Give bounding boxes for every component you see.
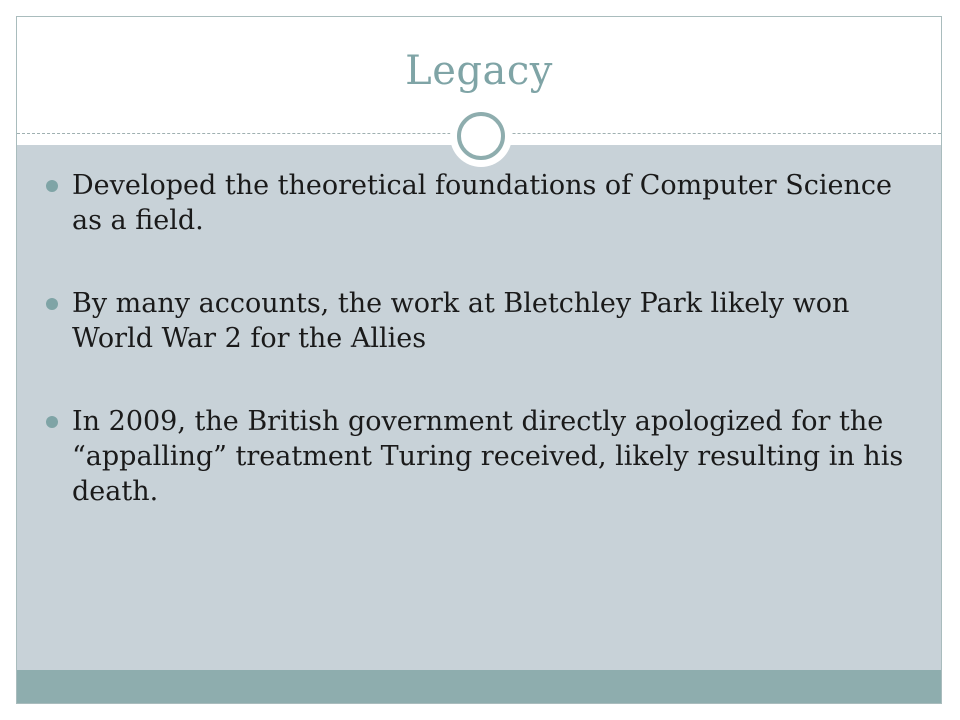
footer-band (17, 670, 941, 703)
ring-icon (450, 105, 512, 167)
bullet-list (40, 168, 910, 557)
bullet-dot-icon (46, 298, 58, 310)
bullet-text: Developed the theoretical foundations of Computer Science as a field. (72, 170, 892, 236)
bullet-item (40, 286, 910, 356)
bullet-item (40, 404, 910, 509)
slide-title: Legacy (405, 48, 553, 94)
bullet-dot-icon (46, 180, 58, 192)
ring-inner (457, 112, 505, 160)
bullet-dot-icon (46, 416, 58, 428)
bullet-item (40, 168, 910, 238)
bullet-text: In 2009, the British government directly apologized for the “appalling” treatment Turing received, likely resulting in his death. (72, 406, 904, 507)
bullet-text: By many accounts, the work at Bletchley Park likely won World War 2 for the Allies (72, 288, 850, 354)
